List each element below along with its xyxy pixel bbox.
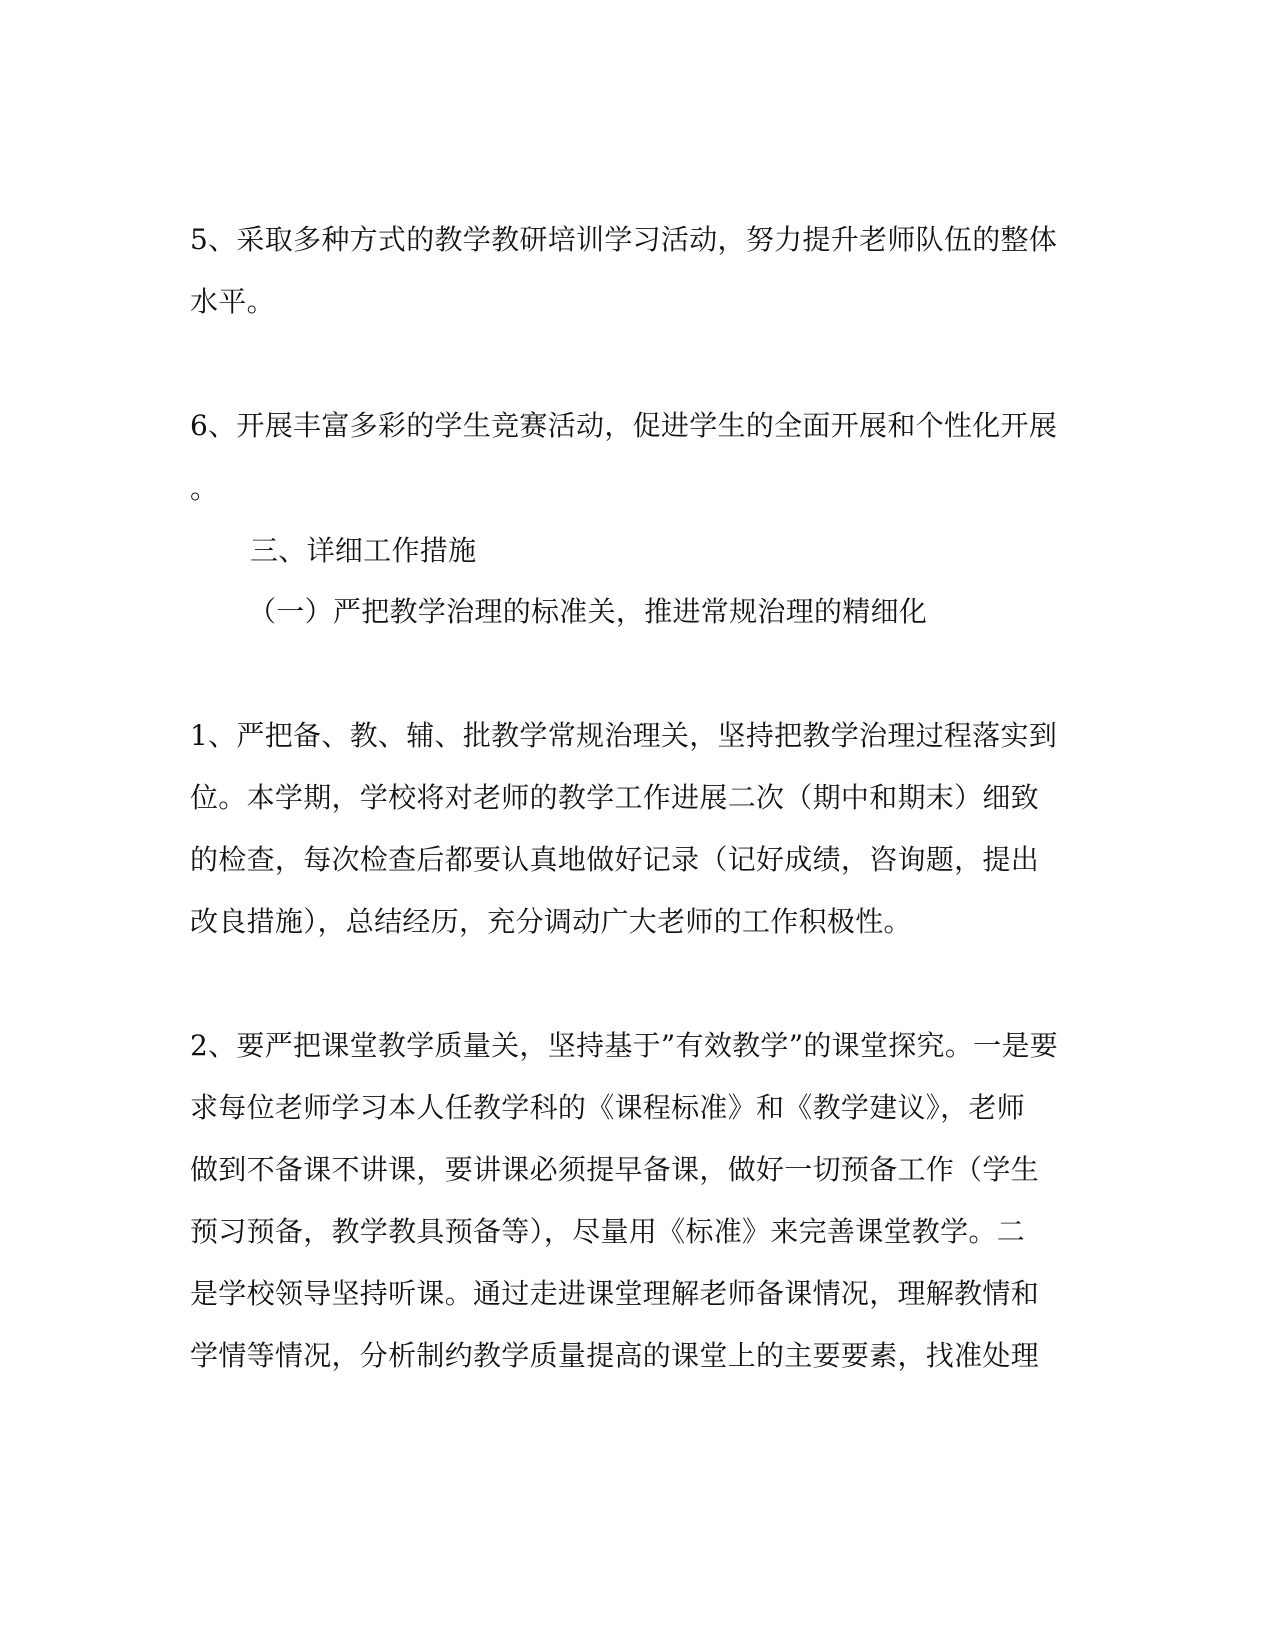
item2-line4: 预习预备，教学教具预备等），尽量用《标准》来完善课堂教学。二 [190,1215,1026,1248]
section-heading: 三、详细工作措施 [250,534,477,567]
item1-line1: 1、严把备、教、辅、批教学常规治理关，坚持把教学治理过程落实到 [190,719,1058,752]
item2-line3: 做到不备课不讲课，要讲课必须提早备课，做好一切预备工作（学生 [190,1153,1040,1186]
item2-line1: 2、要严把课堂教学质量关，坚持基于”有效教学”的课堂探究。一是要 [190,1029,1059,1062]
item6-line2: 。 [190,472,219,505]
item2-line6: 学情等情况，分析制约教学质量提高的课堂上的主要要素，找准处理 [190,1339,1040,1372]
item2-line2: 求每位老师学习本人任教学科的《课程标准》和《教学建议》，老师 [190,1091,1026,1124]
item5-line2: 水平。 [190,285,275,318]
item2-line5: 是学校领导坚持听课。通过走进课堂理解老师备课情况，理解教情和 [190,1277,1040,1310]
item1-line4: 改良措施），总结经历，充分调动广大老师的工作积极性。 [190,905,912,938]
item1-line3: 的检查，每次检查后都要认真地做好记录（记好成绩，咨询题，提出 [190,843,1040,876]
item5-line1: 5、采取多种方式的教学教研培训学习活动，努力提升老师队伍的整体 [190,223,1058,256]
item6-line1: 6、开展丰富多彩的学生竞赛活动，促进学生的全面开展和个性化开展 [190,409,1058,442]
subsection-heading: （一）严把教学治理的标准关，推进常规治理的精细化 [248,595,928,628]
item1-line2: 位。本学期，学校将对老师的教学工作进展二次（期中和期末）细致 [190,781,1040,814]
